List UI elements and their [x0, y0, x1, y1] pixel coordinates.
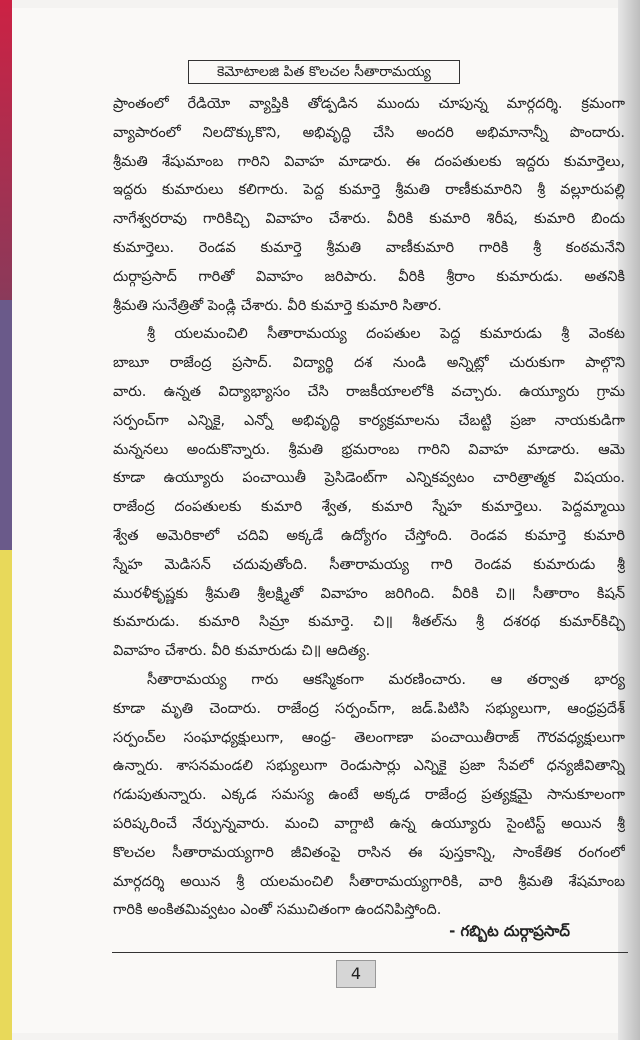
text-line: స్నేహ మెడిసన్ చదువుతోంది. సీతారామయ్య గారి రెండవ కుమారుడు శ్రీ: [113, 556, 625, 573]
text-line: వ్యాపారంలో నిలదొక్కుకొని, అభివృద్ధి చేసి అందరి అభిమానాన్నీ పొందారు.: [113, 124, 625, 141]
body-text: [113, 90, 625, 925]
text-line: సర్పంచ్‌ల సంఘాధ్యక్షులుగా, ఆంధ్ర- తెలంగాణా పంచాయితీరాజ్ గౌరవధ్యక్షులుగా: [113, 729, 625, 746]
text-line: మన్ననలు అందుకొన్నారు. శ్రీమతి భ్రమరాంబ గారిని వివాహ మాడారు. ఆమె: [113, 441, 625, 458]
text-line: కుమార్తెలు. రెండవ కుమార్తె శ్రీమతి వాణీకుమారి గారికి శ్రీ కంఠమనేని: [113, 239, 625, 256]
text-line: శ్రీ యలమంచిలి సీతారామయ్య దంపతుల పెద్ద కుమారుడు శ్రీ వెంకట: [147, 326, 625, 343]
text-line: సీతారామయ్య గారు ఆకస్మికంగా మరణించారు. ఆ తర్వాత భార్య: [147, 671, 625, 688]
text-line: బాబూ రాజేంద్ర ప్రసాద్. విద్యార్థి దశ నుండి అన్నిట్లో చురుకుగా పాల్గొని: [113, 355, 625, 372]
footer-rule: [112, 952, 628, 953]
text-line: కూడా ఉయ్యూరు పంచాయితీ ప్రెసిడెంట్‌గా ఎన్నికవ్వటం చారిత్రాత్మక విషయం.: [113, 470, 625, 487]
author-signature: - గబ్బిట దుర్గాప్రసాద్: [449, 922, 570, 940]
text-line: గడుపుతున్నారు. ఎక్కడ సమస్య ఉంటే అక్కడ రాజేంద్ర ప్రత్యక్షమై సానుకూలంగా: [113, 787, 625, 804]
text-line: రాజేంద్ర దంపతులకు కుమారి శ్వేత, కుమారి స్నేహ కుమార్తెలు. పెద్దమ్మాయి: [113, 499, 625, 516]
chapter-title-box: కెమోటాలజి పిత కొలచల సీతారామయ్య: [188, 60, 460, 84]
binding-edge-red: [0, 0, 12, 300]
text-line: కూడా మృతి చెందారు. రాజేంద్ర సర్పంచ్‌గా, జడ్.పిటిసి సభ్యులుగా, ఆంధ్రప్రదేశ్: [113, 700, 625, 717]
text-line: నాగేశ్వరరావు గారికిచ్చి వివాహం చేశారు. వీరికి కుమారి శిరీష, కుమారి బిందు: [113, 211, 625, 228]
text-line: మార్గదర్శి అయిన శ్రీ యలమంచిలి సీతారామయ్యగారికి, వారి శ్రీమతి శేషమాంబ: [113, 873, 625, 890]
text-line: దుర్గాప్రసాద్ గారితో వివాహం జరిపారు. వీరికి శ్రీరాం కుమారుడు. అతనికి: [113, 268, 625, 285]
binding-edge-yellow: [0, 550, 12, 1040]
text-line: శ్వేత అమెరికాలో చదివి అక్కడే ఉద్యోగం చేస్తోంది. రెండవ కుమార్తె కుమారి: [113, 527, 625, 544]
text-line: సర్పంచ్‌గా ఎన్నికై, ఎన్నో అభివృద్ధి కార్యక్రమాలను చేబట్టి ప్రజా నాయకుడిగా: [113, 412, 625, 429]
text-line: పరిష్కరించే నేర్పున్నవారు. మంచి వాగ్దాటి ఉన్న ఉయ్యూరు సైంటిస్ట్ అయిన శ్రీ: [113, 815, 625, 832]
text-line: వివాహం చేశారు. వీరి కుమారుడు చి॥ ఆదిత్య.: [113, 643, 371, 660]
text-line: మురళీకృష్ణకు శ్రీమతి శ్రీలక్ష్మితో వివాహం జరిగింది. వీరికి చి॥ సీతారాం కిషన్: [113, 585, 625, 602]
text-line: కొలచల సీతారామయ్యగారి జీవితంపై రాసిన ఈ పుస్తకాన్ని, సాంకేతిక రంగంలో: [113, 844, 625, 861]
page-number: 4: [336, 960, 376, 988]
text-line: ఇద్దరు కుమారులు కలిగారు. పెద్ద కుమార్తె శ్రీమతి రాణీకుమారిని శ్రీ వల్లూరుపల్లి: [113, 182, 625, 199]
text-line: కుమారుడు. కుమారి సిమ్రా కుమార్తె. చి॥ శీతల్‌ను శ్రీ దశరథ కుమార్‌కిచ్చి: [113, 614, 625, 631]
text-line: శ్రీమతి శేషుమాంబ గారిని వివాహ మాడారు. ఈ దంపతులకు ఇద్దరు కుమార్తెలు,: [113, 153, 625, 170]
text-line: గారికి అంకితమివ్వటం ఎంతో సముచితంగా ఉందనిపిస్తోంది.: [113, 902, 442, 919]
binding-edge-blue: [0, 300, 12, 550]
text-line: శ్రీమతి సునేత్రితో పెండ్లి చేశారు. వీరి కుమార్తె కుమారి సితార.: [113, 297, 442, 314]
text-line: ప్రాంతంలో రేడియో వ్యాప్తికి తోడ్పడిన ముందు చూపున్న మార్గదర్శి. క్రమంగా: [113, 96, 625, 112]
text-line: వారు. ఉన్నత విద్యాభ్యాసం చేసి రాజకీయాలలోకి వచ్చారు. ఉయ్యూరు గ్రామ: [113, 383, 625, 400]
text-line: ఉన్నారు. శాసనమండలి సభ్యులుగా రెండుసార్లు ఎన్నికై ప్రజా సేవలో ధన్యజీవితాన్ని: [113, 758, 625, 775]
